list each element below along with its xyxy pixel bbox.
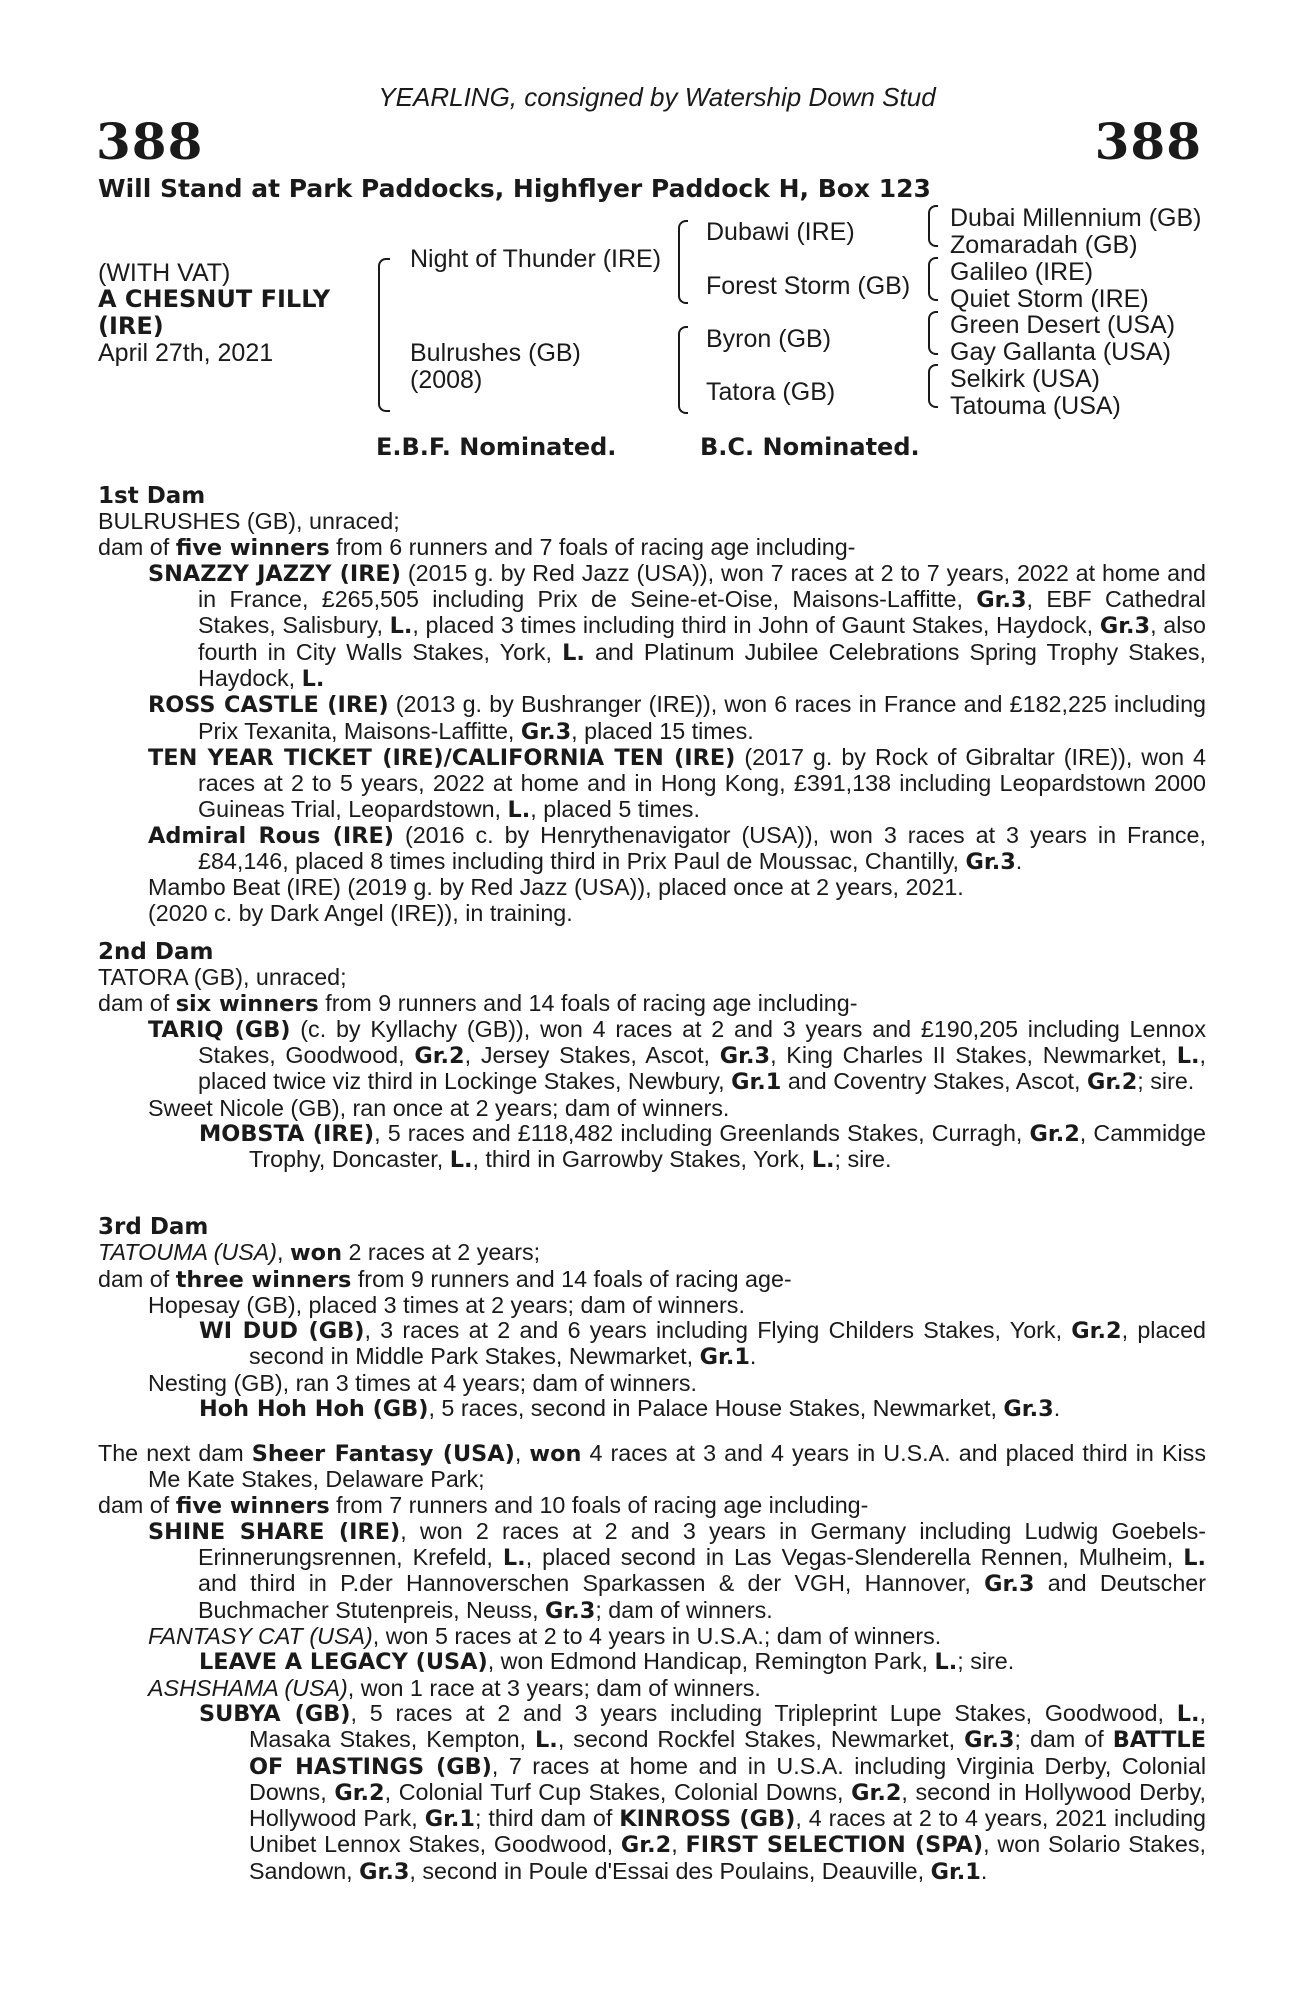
pedigree-sire-sire: Dubawi (IRE) bbox=[706, 218, 855, 246]
pedigree-dam-dam: Tatora (GB) bbox=[706, 378, 836, 406]
pedigree-gen3-1: Dubai Millennium (GB) bbox=[950, 204, 1202, 232]
pedigree-gen3-5: Green Desert (USA) bbox=[950, 311, 1176, 339]
lot-number-right: 388 bbox=[1094, 112, 1202, 171]
second-dam-heading: 2nd Dam bbox=[98, 939, 214, 965]
third-dam-produce-summary: dam of three winners from 9 runners and 14 foals of racing age- bbox=[98, 1265, 792, 1293]
produce-entry: SHINE SHARE (IRE), won 2 races at 2 and 3 years in Germany including Ludwig Goebels-Erinnerungsrennen, Krefeld, L., placed second in Las Vegas-Slenderella Rennen, Mulheim, L. and third in P.der Hannoverschen Sparkassen & der VGH, Hannover, Gr.3 and Deutscher Buchmacher Stutenpreis, Neuss, Gr.3; dam of winners. bbox=[148, 1517, 1206, 1624]
second-dam-section bbox=[98, 940, 1206, 1174]
produce-entry: Hopesay (GB), placed 3 times at 2 years; dam of winners. bbox=[148, 1291, 745, 1318]
pedigree-dam-year: (2008) bbox=[410, 366, 483, 394]
produce-entry: LEAVE A LEGACY (USA), won Edmond Handicap, Remington Park, L.; sire. bbox=[199, 1648, 1015, 1676]
pedigree-brace-main bbox=[378, 258, 390, 412]
ebf-nomination: E.B.F. Nominated. bbox=[376, 433, 617, 461]
stand-location: Will Stand at Park Paddocks, Highflyer Paddock H, Box 123 bbox=[98, 174, 931, 203]
vat-note: (WITH VAT) bbox=[98, 259, 231, 287]
pedigree-sire-dam: Forest Storm (GB) bbox=[706, 272, 911, 300]
bc-nomination: B.C. Nominated. bbox=[700, 433, 920, 461]
pedigree-dam: Bulrushes (GB) bbox=[410, 339, 581, 367]
produce-entry: Sweet Nicole (GB), ran once at 2 years; dam of winners. bbox=[148, 1094, 730, 1121]
produce-entry: SUBYA (GB), 5 races at 2 and 3 years including Tripleprint Lupe Stakes, Goodwood, L., Masaka Stakes, Kempton, L., second Rockfel Stakes, Newmarket, Gr.3; dam of BATTLE OF HASTINGS (GB), 7 races at home and in U.S.A. including Virginia Derby, Colonial Downs, Gr.2, Colonial Turf Cup Stakes, Colonial Downs, Gr.2, second in Hollywood Derby, Hollywood Park, Gr.1; third dam of KINROSS (GB), 4 races at 2 to 4 years, 2021 including Unibet Lennox Stakes, Goodwood, Gr.2, FIRST SELECTION (SPA), won Solario Stakes, Sandown, Gr.3, second in Poule d'Essai des Poulains, Deauville, Gr.1. bbox=[199, 1699, 1207, 1885]
produce-entry: ASHSHAMA (USA), won 1 race at 3 years; dam of winners. bbox=[148, 1674, 761, 1701]
pedigree-gen3-3: Galileo (IRE) bbox=[950, 258, 1094, 286]
pedigree-brace-g12 bbox=[928, 205, 938, 247]
first-dam-produce-summary: dam of five winners from 6 runners and 7 foals of racing age including- bbox=[98, 533, 856, 561]
produce-entry: (2020 c. by Dark Angel (IRE)), in training. bbox=[148, 899, 573, 926]
pedigree-brace-g34 bbox=[928, 257, 938, 301]
third-dam-text: TATOUMA (USA), won 2 races at 2 years; bbox=[98, 1239, 541, 1267]
pedigree-gen3-4: Quiet Storm (IRE) bbox=[950, 285, 1149, 313]
produce-entry: Nesting (GB), ran 3 times at 4 years; dam of winners. bbox=[148, 1369, 697, 1396]
pedigree-brace-sire bbox=[678, 220, 688, 304]
pedigree-brace-dam bbox=[678, 326, 688, 414]
lot-number-left: 388 bbox=[96, 112, 204, 171]
first-dam-section bbox=[98, 484, 1206, 926]
produce-entry: Hoh Hoh Hoh (GB), 5 races, second in Palace House Stakes, Newmarket, Gr.3. bbox=[199, 1395, 1061, 1423]
first-dam-text: BULRUSHES (GB), unraced; bbox=[98, 508, 400, 535]
produce-entry: WI DUD (GB), 3 races at 2 and 6 years including Flying Childers Stakes, York, Gr.2, placed second in Middle Park Stakes, Newmarket, Gr.1. bbox=[199, 1317, 1206, 1371]
pedigree-brace-g56 bbox=[928, 311, 938, 355]
produce-entry: Mambo Beat (IRE) (2019 g. by Red Jazz (USA)), placed once at 2 years, 2021. bbox=[148, 874, 964, 901]
third-dam-heading: 3rd Dam bbox=[98, 1214, 209, 1240]
produce-entry: ROSS CASTLE (IRE) (2013 g. by Bushranger (IRE)), won 6 races in France and £182,225 including Prix Texanita, Maisons-Laffitte, Gr.3, placed 15 times. bbox=[148, 691, 1207, 745]
second-dam-produce-summary: dam of six winners from 9 runners and 14 foals of racing age including- bbox=[98, 989, 858, 1017]
produce-entry: Admiral Rous (IRE) (2016 c. by Henrythenavigator (USA)), won 3 races at 3 years in France, £84,146, placed 8 times including third in Prix Paul de Moussac, Chantilly, Gr.3. bbox=[148, 821, 1206, 876]
next-dam-text: The next dam Sheer Fantasy (USA), won 4 races at 3 and 4 years in U.S.A. and placed third in Kiss Me Kate Stakes, Delaware Park; bbox=[98, 1440, 1206, 1493]
consignment-line: YEARLING, consigned by Watership Down Stud bbox=[378, 82, 936, 112]
pedigree-gen3-2: Zomaradah (GB) bbox=[950, 231, 1138, 259]
produce-entry: MOBSTA (IRE), 5 races and £118,482 including Greenlands Stakes, Curragh, Gr.2, Cammidge Trophy, Doncaster, L., third in Garrowby Stakes, York, L.; sire. bbox=[199, 1120, 1207, 1174]
pedigree-dam-sire: Byron (GB) bbox=[706, 325, 832, 353]
horse-name: A CHESNUT FILLY bbox=[98, 285, 331, 313]
pedigree-sire: Night of Thunder (IRE) bbox=[410, 245, 662, 273]
foaling-date: April 27th, 2021 bbox=[98, 339, 274, 367]
second-dam-text: TATORA (GB), unraced; bbox=[98, 964, 347, 991]
produce-entry: FANTASY CAT (USA), won 5 races at 2 to 4 years in U.S.A.; dam of winners. bbox=[148, 1623, 942, 1650]
produce-entry: TEN YEAR TICKET (IRE)/CALIFORNIA TEN (IRE) (2017 g. by Rock of Gibraltar (IRE)), won 4 races at 2 to 5 years, 2022 at home and in Hong Kong, £391,138 including Leopardstown 2000 Guineas Trial, Leopardstown, L., placed 5 times. bbox=[148, 743, 1206, 823]
produce-entry: TARIQ (GB) (c. by Kyllachy (GB)), won 4 races at 2 and 3 years and £190,205 including Lennox Stakes, Goodwood, Gr.2, Jersey Stakes, Ascot, Gr.3, King Charles II Stakes, Newmarket, L., placed twice viz third in Lockinge Stakes, Newbury, Gr.1 and Coventry Stakes, Ascot, Gr.2; sire. bbox=[148, 1015, 1206, 1096]
pedigree-gen3-6: Gay Gallanta (USA) bbox=[950, 338, 1171, 366]
pedigree-gen3-7: Selkirk (USA) bbox=[950, 365, 1101, 393]
first-dam-heading: 1st Dam bbox=[98, 483, 206, 509]
pedigree-brace-g78 bbox=[928, 364, 938, 408]
pedigree-gen3-8: Tatouma (USA) bbox=[950, 392, 1121, 420]
next-dam-produce-summary: dam of five winners from 7 runners and 10 foals of racing age including- bbox=[98, 1491, 869, 1519]
third-dam-section bbox=[98, 1215, 1206, 1422]
horse-name-suffix: (IRE) bbox=[98, 312, 164, 340]
next-dam-section bbox=[98, 1441, 1206, 1885]
produce-entry: SNAZZY JAZZY (IRE) (2015 g. by Red Jazz (USA)), won 7 races at 2 to 7 years, 2022 at home and in France, £265,505 including Prix de Seine-et-Oise, Maisons-Laffitte, Gr.3, EBF Cathedral Stakes, Salisbury, L., placed 3 times including third in John of Gaunt Stakes, Haydock, Gr.3, also fourth in City Walls Stakes, York, L. and Platinum Jubilee Celebrations Spring Trophy Stakes, Haydock, L. bbox=[148, 559, 1207, 693]
